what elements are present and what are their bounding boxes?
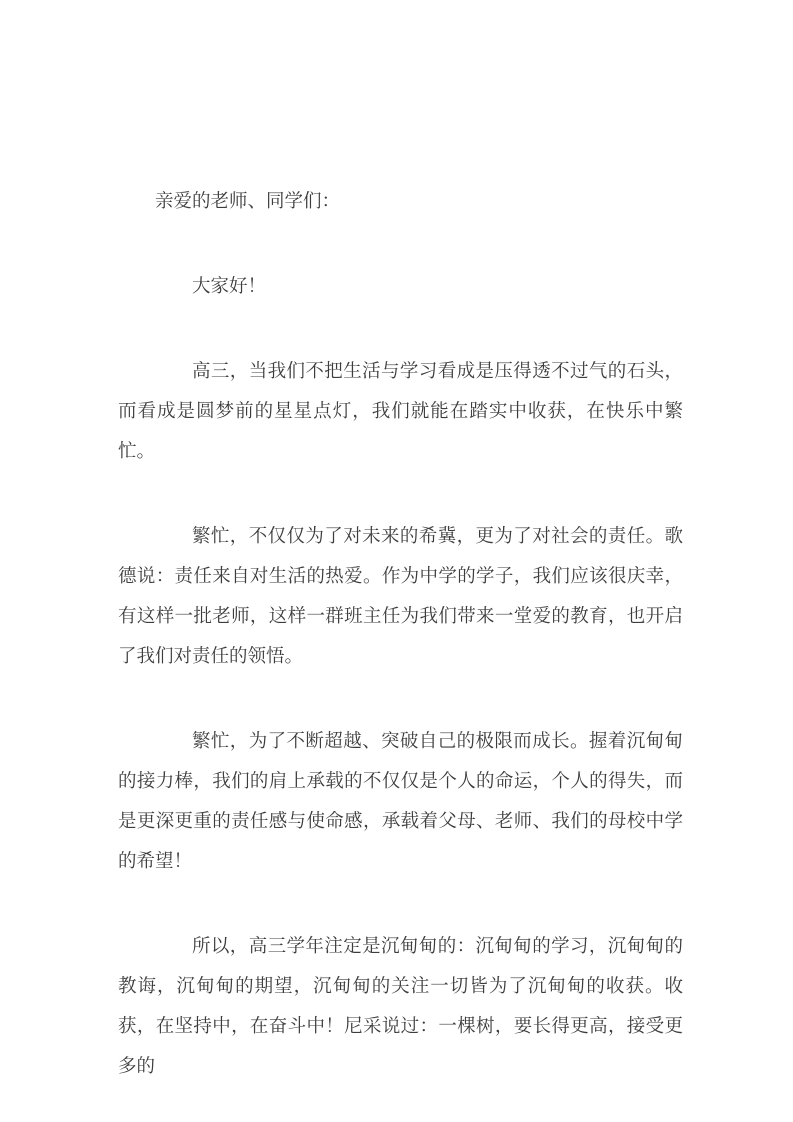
paragraph: 繁忙，为了不断超越、突破自己的极限而成长。握着沉甸甸的接力棒，我们的肩上承载的不仅仅是个人的命运，个人的得失，而是更深更重的责任感与使命感，承载着父母、老师、我们的母校中学的希望！ <box>118 732 683 872</box>
paragraph: 所以，高三学年注定是沉甸甸的：沉甸甸的学习，沉甸甸的教诲，沉甸甸的期望，沉甸甸的关注一切皆为了沉甸甸的收获。收获，在坚持中，在奋斗中！尼采说过：一棵树，要长得更高，接受更多的 <box>118 937 683 1077</box>
paragraph: 大家好！ <box>192 277 267 297</box>
paragraph: 繁忙，不仅仅为了对未来的希冀，更为了对社会的责任。歌德说：责任来自对生活的热爱。作为中学的学子，我们应该很庆幸，有这样一批老师，这样一群班主任为我们带来一堂爱的教育，也开启了我们对责任的领悟。 <box>118 527 683 667</box>
paragraph: 高三，当我们不把生活与学习看成是压得透不过气的石头，而看成是圆梦前的星星点灯，我们就能在踏实中收获，在快乐中繁忙。 <box>118 362 683 462</box>
paragraph: 亲爱的老师、同学们： <box>155 192 341 212</box>
